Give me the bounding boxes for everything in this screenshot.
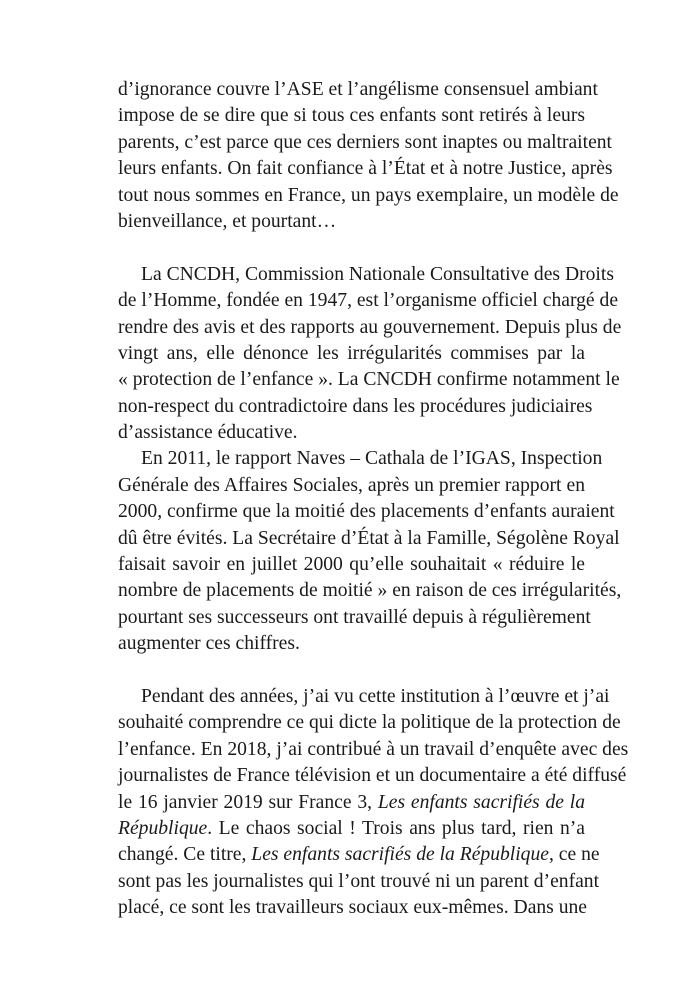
text-segment: . Le chaos social ! Trois ans plus tard, rien n’a xyxy=(207,817,585,839)
text-line xyxy=(118,737,629,763)
text-line xyxy=(118,367,620,393)
paragraph-spacer xyxy=(118,658,585,684)
text-segment: tout nous sommes en France, un pays exemplaire, un modèle de xyxy=(118,184,619,206)
text-segment: impose de se dire que si tous ces enfants sont retirés à leurs xyxy=(118,105,585,127)
text-segment: changé. Ce titre, xyxy=(118,844,252,866)
text-line xyxy=(118,710,621,736)
text-line xyxy=(118,869,600,895)
text-line xyxy=(118,341,585,367)
text-line xyxy=(118,763,627,789)
text-segment: La CNCDH, Commission Nationale Consultative des Droits xyxy=(141,263,614,285)
text-line xyxy=(118,631,585,657)
text-line xyxy=(118,499,615,525)
text-line xyxy=(118,842,600,868)
text-segment: parents, c’est parce que ces derniers sont inaptes ou maltraitent xyxy=(118,131,613,153)
text-segment: Générale des Affaires Sociales, après un premier rapport en xyxy=(118,474,585,496)
text-line xyxy=(118,209,585,235)
text-segment: placé, ce sont les travailleurs sociaux eux-mêmes. Dans une xyxy=(118,897,587,919)
text-line xyxy=(118,446,603,472)
italic-title: Les enfants sacrifiés de la République xyxy=(251,844,549,866)
text-segment: vingt ans, elle dénonce les irrégularités commises par la xyxy=(118,342,585,364)
text-segment: sont pas les journalistes qui l’ont trouvé ni un parent d’enfant xyxy=(118,870,600,892)
text-segment: journalistes de France télévision et un documentaire a été diffusé xyxy=(118,765,627,787)
text-segment: 2000, confirme que la moitié des placements d’enfants auraient xyxy=(118,501,615,523)
text-segment: nombre de placements de moitié » en raison de ces irrégularités, xyxy=(118,580,622,602)
paragraph xyxy=(118,77,619,235)
text-segment: non-respect du contradictoire dans les procédures judiciaires xyxy=(118,395,593,417)
text-line xyxy=(118,605,591,631)
text-line xyxy=(118,183,619,209)
text-line xyxy=(118,895,585,921)
text-line xyxy=(118,578,622,604)
text-line xyxy=(118,552,585,578)
text-segment: le 16 janvier 2019 sur France 3, xyxy=(118,791,378,813)
italic-title: Les enfants sacrifiés de la xyxy=(377,791,585,813)
text-line xyxy=(118,473,585,499)
text-segment: pourtant ses successeurs ont travaillé depuis à régulièrement xyxy=(118,606,591,628)
text-line xyxy=(118,420,585,446)
text-segment: augmenter ces chiffres. xyxy=(118,633,300,655)
text-segment: bienveillance, et pourtant… xyxy=(118,210,337,232)
text-line xyxy=(118,816,585,842)
paragraph xyxy=(118,262,622,447)
text-line xyxy=(118,684,610,710)
text-line xyxy=(118,790,585,816)
italic-title: République xyxy=(118,817,208,839)
text-line xyxy=(118,526,620,552)
text-segment: d’assistance éducative. xyxy=(118,422,298,444)
text-line xyxy=(118,156,613,182)
paragraph-spacer xyxy=(118,235,585,261)
text-segment: leurs enfants. On fait confiance à l’État et à notre Justice, après xyxy=(118,158,613,180)
text-line xyxy=(118,103,585,129)
text-segment: Pendant des années, j’ai vu cette institution à l’œuvre et j’ai xyxy=(141,685,610,707)
text-segment: « protection de l’enfance ». La CNCDH confirme notamment le xyxy=(118,369,620,391)
text-line xyxy=(118,130,613,156)
text-line xyxy=(118,262,614,288)
text-line xyxy=(118,315,622,341)
text-segment: d’ignorance couvre l’ASE et l’angélisme consensuel ambiant xyxy=(118,79,598,100)
text-segment: l’enfance. En 2018, j’ai contribué à un travail d’enquête avec des xyxy=(118,738,629,760)
text-segment: rendre des avis et des rapports au gouvernement. Depuis plus de xyxy=(118,316,622,338)
text-segment: En 2011, le rapport Naves – Cathala de l’IGAS, Inspection xyxy=(141,448,603,470)
text-segment: dû être évités. La Secrétaire d’État à la Famille, Ségolène Royal xyxy=(118,527,620,549)
document-page xyxy=(118,77,629,922)
text-segment: faisait savoir en juillet 2000 qu’elle souhaitait « réduire le xyxy=(118,554,585,576)
text-segment: de l’Homme, fondée en 1947, est l’organisme officiel chargé de xyxy=(118,290,619,312)
text-segment: , ce ne xyxy=(548,844,600,866)
text-line xyxy=(118,394,593,420)
paragraph xyxy=(118,684,629,922)
text-line xyxy=(118,288,619,314)
paragraph xyxy=(118,446,622,657)
text-segment: souhaité comprendre ce qui dicte la politique de la protection de xyxy=(118,712,621,734)
text-line xyxy=(118,77,598,103)
